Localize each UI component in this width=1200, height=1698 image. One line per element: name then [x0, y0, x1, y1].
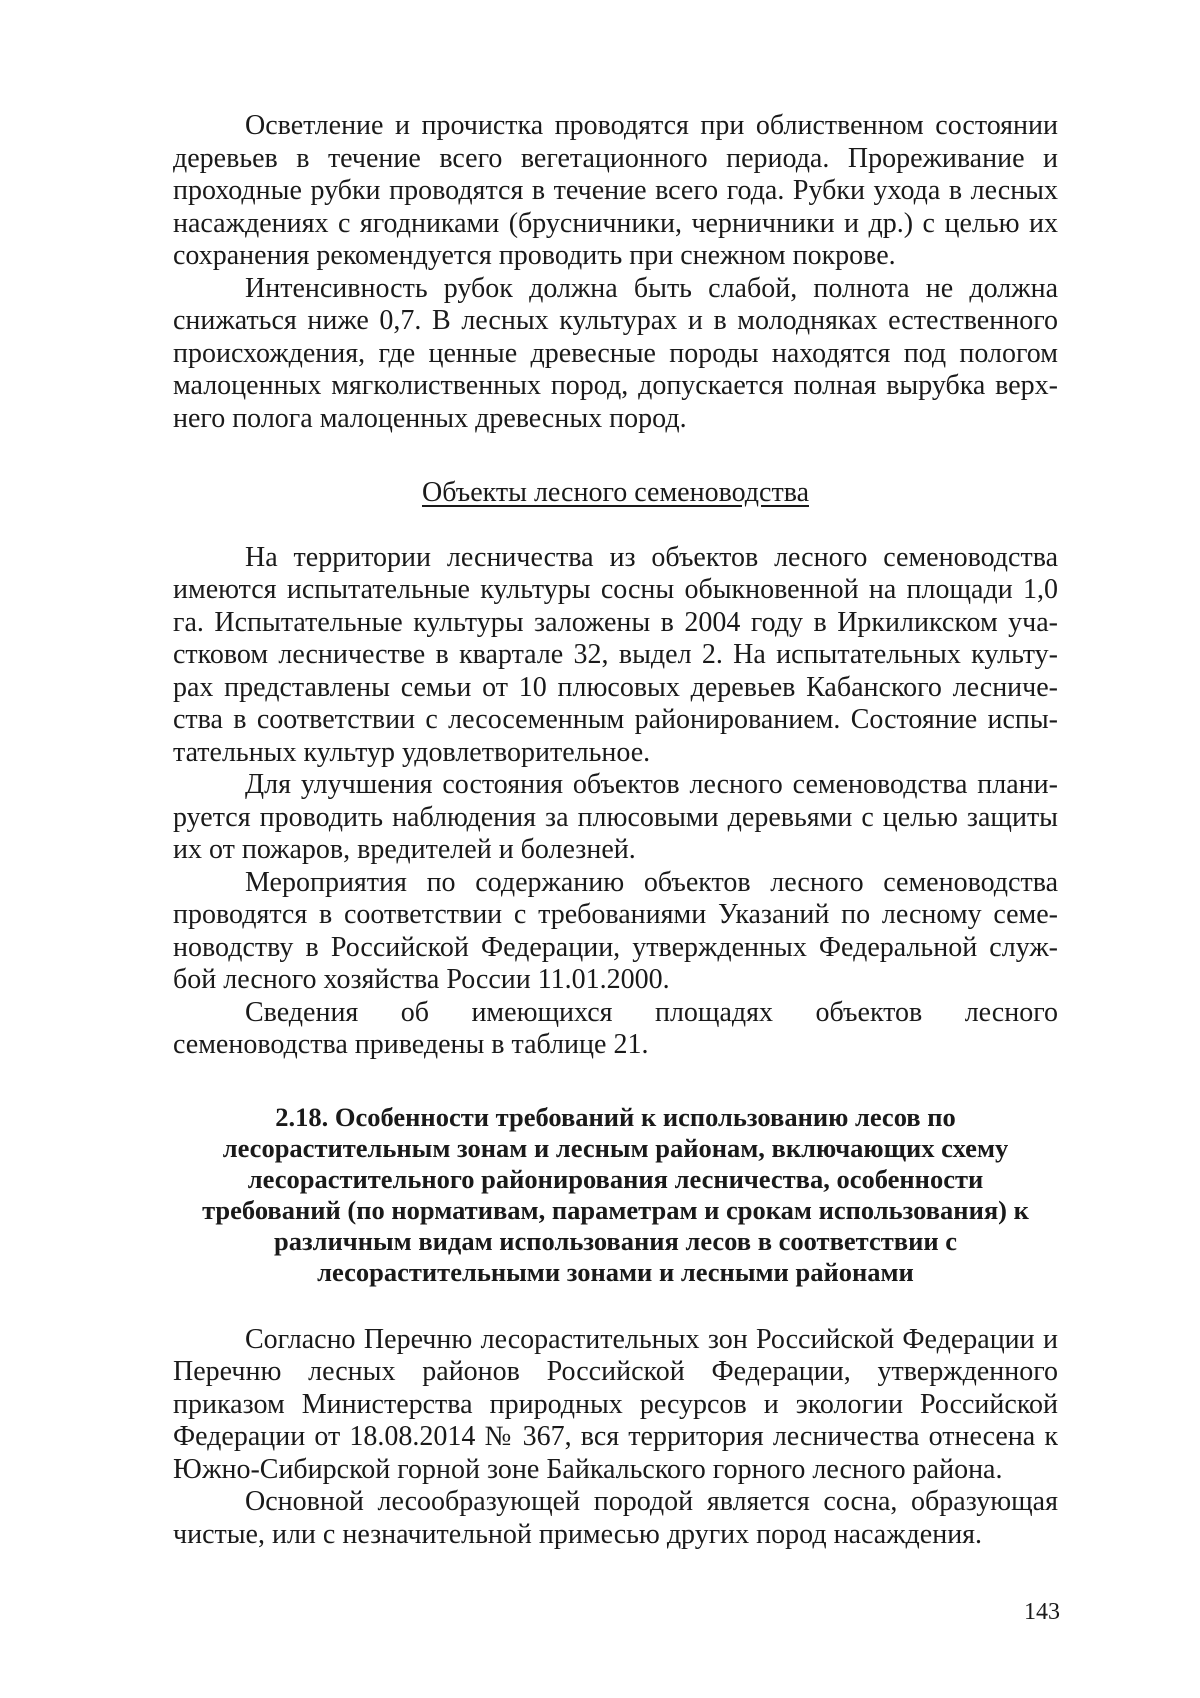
- spacer: [173, 1288, 1058, 1324]
- paragraph-seed-measures: Мероприятия по содержанию объектов лесного семеноводства проводятся в соответствии с требованиями Указаний по лесному семеноводству в Российской Федерации, утвержденных Федеральной службой лесного хозяйства России 11.01.2000.: [173, 866, 1058, 995]
- page-content: [173, 110, 1058, 1551]
- section-heading-2-18: 2.18. Особенности требований к использованию лесов по лесорастительным зонам и лесным районам, включающих схему лесорастительного районирования лесничества, особенности требований (по нормативам, параметрам и срокам использования) к различным видам использования лесов в соответствии с лесорастительными зонами и лесными районами: [202, 1101, 1029, 1287]
- paragraph-zones-list: Согласно Перечню лесорастительных зон Российской Федерации и Перечню лесных районов Российской Федерации, утвержденного приказом Министерства природных ресурсов и экологии Российской Федерации от 18.08.2014 № 367, вся территория лесничества отнесена к Южно-Сибирской горной зоне Байкальского горного лесного района.: [173, 1323, 1058, 1485]
- paragraph-seed-table-ref: Сведения об имеющихся площадях объектов лесного семеноводства приведены в таблице 21.: [173, 996, 1058, 1060]
- spacer: [173, 510, 1058, 542]
- paragraph-thinning: Осветление и прочистка проводятся при облиственном состоянии деревьев в течение всего вегетационного периода. Прореживание и проходные рубки проводятся в течение всего года. Рубки ухода в лесных насаждениях с ягодниками (брусничники, черничники и др.) с целью их сохранения рекомендуется проводить при снежном покрове.: [173, 110, 1058, 271]
- paragraph-seed-territory: На территории лесничества из объектов лесного семеноводства имеются испытательные культуры сосны обыкновенной на площади 1,0 га. Испытательные культуры заложены в 2004 году в Иркиликском участковом лесничестве в квартале 32, выдел 2. На испытательных культурах представлены семьи от 10 плюсовых деревьев Кабанского лесничества в соответствии с лесосеменным районированием. Состояние испытательных культур удовлетворительное.: [173, 541, 1058, 768]
- paragraph-intensity: Интенсивность рубок должна быть слабой, полнота не должна снижаться ниже 0,7. В лесных культурах и в молодняках естественного происхождения, где ценные древесные породы находятся под пологом малоценных мягколиственных пород, допускается полная вырубка верхнего полога малоценных древесных пород.: [173, 272, 1058, 434]
- subheading-seed-objects: Объекты лесного семеноводства: [422, 477, 809, 508]
- paragraph-main-species: Основной лесообразующей породой является сосна, образующая чистые, или с незначительной примесью других пород насаждения.: [173, 1486, 1058, 1550]
- paragraph-seed-improvement: Для улучшения состояния объектов лесного семеноводства планируется проводить наблюдения за плюсовыми деревьями с целью защиты их от пожаров, вредителей и болезней.: [173, 769, 1058, 865]
- page-number: 143: [1024, 1599, 1060, 1625]
